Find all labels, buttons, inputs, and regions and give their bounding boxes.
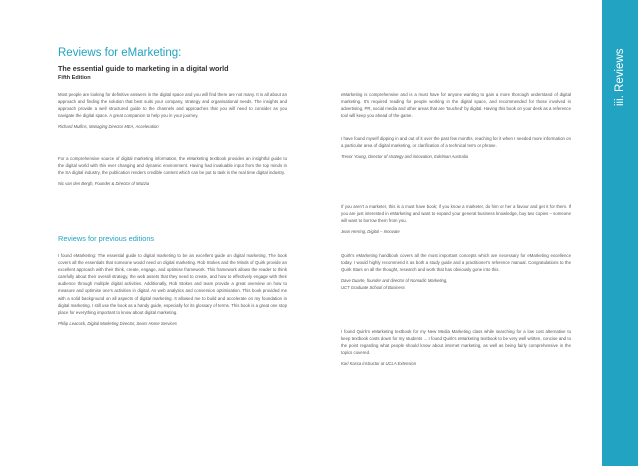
- page-header: [58, 46, 318, 82]
- review-author: Nic van den Bergh, Founder & Director of Mazzia: [58, 181, 150, 187]
- review-block: [341, 135, 571, 160]
- page-title: Reviews for eMarketing:: [58, 47, 182, 59]
- review-block: [341, 328, 571, 367]
- review-author: Dave Duarte, founder and director of Nomadic Marketing,: [341, 278, 448, 284]
- section-heading: Reviews for previous editions: [58, 234, 155, 243]
- review-block: [58, 91, 287, 130]
- review-author: Richard Mullins, Managing Director MEA, Acceleration: [58, 124, 159, 130]
- review-block: [58, 155, 287, 187]
- review-author: Trevor Young, Director of strategy and innovation, Edelman Australia: [341, 154, 469, 160]
- edition-label: Fifth Edition: [58, 75, 91, 81]
- review-text: Quirk's eMarketing handbook covers all the most important concepts which are necessary for eMarketing excellence today. I would highly recommend it as both a study guide and a practitioner's reference manual. Congratulations to the Quirk Stars on all the thought, research and work that has obviously gone into this.: [341, 253, 571, 273]
- review-author: Philip Leacock, Digital Marketing Director, Sears Home Services: [58, 320, 177, 326]
- review-text: For a comprehensive source of digital marketing information, the eMarketing textbook provides an insightful guide to the digital world with this ever changing and dynamic environment. Having had invaluable input from the top minds in the SA digital industry, the publication renders credible content which can be put to task in the real time digital industry.: [58, 156, 287, 176]
- review-text: I found Quirk's eMarketing textbook for my New Media Marketing class while searching for a low cost alternative to keep textbook costs down for my students ... I found Quirk's eMarketing textbook to be very well written, concise and to the point regarding what people should know about internet marketing, as well as being fairly comprehensive in the topics covered.: [341, 329, 571, 356]
- review-text: If you aren't a marketer, this is a must have book; if you know a marketer, do him or her a favour and get it for them. If you are just interested in eMarketing and want to expand your general business knowledge, buy two copies – someone will want to borrow them from you.: [341, 204, 571, 224]
- review-block: [341, 203, 571, 235]
- review-text: eMarketing is comprehensive and is a must have for anyone wanting to gain a more thorough understand of digital marketing. It's required reading for people working in the digital space, and recommended for those involved in advertising, PR, social media and other areas that are 'touched' by digital. Having this book on your desk as a reference tool will keep you ahead of the game.: [341, 92, 571, 119]
- review-text: Most people are looking for definitive answers in the digital space and you will find there are not many. It is all about an approach and finding the solution that best suits your company, strategy and organisational needs. The insights and approach provide a well structured guide to the channels and approaches that you will need to consider as you navigate the digital space. A great companion to help you in your journey.: [58, 92, 287, 119]
- book-subtitle: The essential guide to marketing in a digital world: [58, 64, 229, 73]
- review-text: I have found myself dipping in and out of it over the past few months, reaching for it when I needed more information on a particular area of digital marketing, or clarification of a technical term or phrase.: [341, 136, 571, 149]
- review-block: [341, 252, 571, 291]
- side-tab-label: iii. Reviews: [614, 48, 626, 106]
- previous-editions-section: [58, 234, 287, 243]
- review-author-affiliation: UCT Graduate School of Business: [341, 285, 406, 291]
- review-author: Jean Herring, Digital – Innovate: [341, 229, 400, 235]
- review-text: I found eMarketing: The essential guide to digital marketing to be an excellent guide on digital marketing. The book covers all the essentials that someone would need on digital marketing. Rob Stokes and the Minds of Quirk provide an excellent approach with their think, create, engage, and optimise framework. This framework allows the reader to think carefully about their overall strategy, the web assets that they need to create, and how to effectively engage with their audience through multiple digital activities. Additionally, Rob Stokes and team provide a great overview on how to measure and optimise one's activities in digital. As web analytics and conversion optimisation. This book provided me with a solid background on all aspects of digital marketing. It allowed me to build and accelerate on my foundation in digital marketing. I still use the book as a handy guide, especially for its glossary of terms. This book is a great one stop place for everything important to know about digital marketing.: [58, 253, 287, 315]
- review-author: Karl Kasca instructor at UCLA Extension: [341, 361, 417, 367]
- review-block: [341, 91, 571, 119]
- review-block: [58, 252, 287, 327]
